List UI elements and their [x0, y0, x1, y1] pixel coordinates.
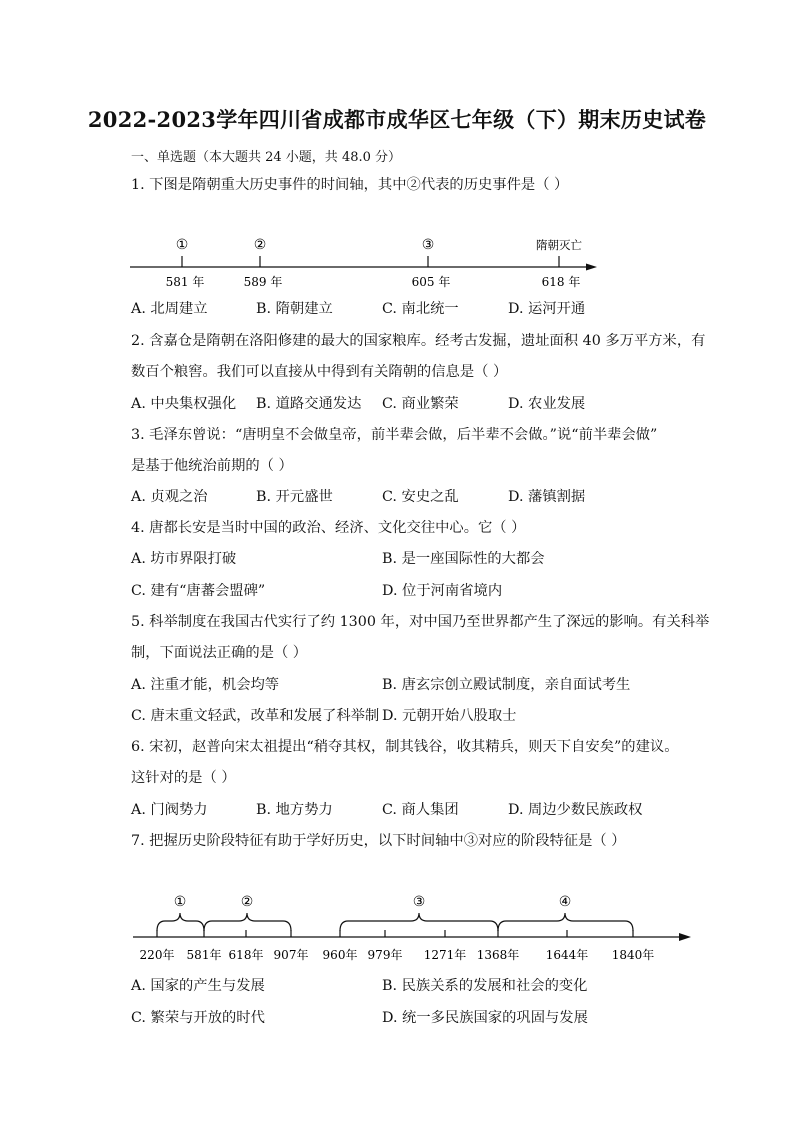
question-5-stem-line-1: 5. 科举制度在我国古代实行了约 1300 年，对中国乃至世界都产生了深远的影响。有关科举 [131, 614, 710, 630]
q1-option-d[interactable]: D. 运河开通 [508, 301, 586, 317]
timeline-year: 960年 [322, 948, 358, 962]
question-7-stem: 7. 把握历史阶段特征有助于学好历史，以下时间轴中③对应的阶段特征是（ ） [131, 833, 626, 849]
question-2-stem-line-1: 2. 含嘉仓是隋朝在洛阳修建的最大的国家粮库。经考古发掘，遗址面积 40 多万平方米，有 [131, 333, 706, 349]
q4-option-a[interactable]: A. 坊市界限打破 [131, 551, 237, 567]
brace-1 [157, 913, 204, 931]
q5-option-d[interactable]: D. 元朝开始八股取士 [382, 708, 517, 724]
q6-option-b[interactable]: B. 地方势力 [256, 802, 333, 818]
timeline-year-2: 589 年 [243, 275, 283, 289]
q1-option-b[interactable]: B. 隋朝建立 [256, 301, 333, 317]
timeline-year-3: 605 年 [411, 275, 451, 289]
question-3-stem-line-1: 3. 毛泽东曾说：“唐明皇不会做皇帝，前半辈会做，后半辈不会做。”说“前半辈会做” [131, 427, 658, 443]
q6-option-d[interactable]: D. 周边少数民族政权 [508, 802, 643, 818]
q2-option-b[interactable]: B. 道路交通发达 [256, 396, 362, 412]
q7-timeline [125, 888, 700, 968]
q4-option-d[interactable]: D. 位于河南省境内 [382, 583, 503, 599]
timeline-year: 907年 [273, 948, 309, 962]
timeline-marker-3: ③ [412, 894, 426, 910]
timeline-year: 581年 [186, 948, 222, 962]
brace-4 [498, 913, 633, 931]
q3-option-b[interactable]: B. 开元盛世 [256, 489, 333, 505]
exam-title: 2022-2023学年四川省成都市成华区七年级（下）期末历史试卷 [87, 107, 707, 132]
question-4-stem: 4. 唐都长安是当时中国的政治、经济、文化交往中心。它（ ） [131, 520, 526, 536]
question-2-stem-line-2: 数百个粮窖。我们可以直接从中得到有关隋朝的信息是（ ） [131, 364, 508, 380]
timeline-year: 1840年 [611, 948, 655, 962]
timeline-year: 1644年 [545, 948, 589, 962]
timeline-marker-3: ③ [421, 237, 435, 253]
timeline-year-1: 581 年 [165, 275, 205, 289]
q7-option-c[interactable]: C. 繁荣与开放的时代 [131, 1010, 265, 1026]
timeline-year: 618年 [228, 948, 264, 962]
q4-option-b[interactable]: B. 是一座国际性的大都会 [382, 551, 545, 567]
brace-2 [204, 913, 291, 931]
q6-option-a[interactable]: A. 门阀势力 [131, 802, 208, 818]
timeline-arrow [586, 264, 597, 271]
q5-option-b[interactable]: B. 唐玄宗创立殿试制度，亲自面试考生 [382, 677, 631, 693]
q7-option-d[interactable]: D. 统一多民族国家的巩固与发展 [382, 1010, 588, 1026]
question-6-stem-line-1: 6. 宋初，赵普向宋太祖提出“稍夺其权，制其钱谷，收其精兵，则天下自安矣”的建议。 [131, 739, 679, 755]
q1-option-a[interactable]: A. 北周建立 [131, 301, 208, 317]
brace-3 [340, 913, 498, 931]
q5-option-a[interactable]: A. 注重才能，机会均等 [131, 677, 280, 693]
q6-option-c[interactable]: C. 商人集团 [382, 802, 459, 818]
question-6-stem-line-2: 这针对的是（ ） [131, 770, 236, 786]
timeline-arrow [679, 933, 691, 941]
q4-option-c[interactable]: C. 建有“唐蕃会盟碑” [131, 583, 266, 599]
timeline-marker-4: 隋朝灭亡 [536, 238, 582, 252]
timeline-marker-2: ② [253, 237, 267, 253]
timeline-year: 1368年 [476, 948, 520, 962]
q7-option-a[interactable]: A. 国家的产生与发展 [131, 978, 265, 994]
q1-timeline [125, 230, 605, 292]
question-3-stem-line-2: 是基于他统治前期的（ ） [131, 458, 293, 474]
question-1-stem: 1. 下图是隋朝重大历史事件的时间轴，其中②代表的历史事件是（ ） [131, 177, 569, 193]
q3-option-d[interactable]: D. 藩镇割据 [508, 489, 586, 505]
q1-option-c[interactable]: C. 南北统一 [382, 301, 459, 317]
timeline-marker-1: ① [173, 894, 187, 910]
timeline-year: 1271年 [423, 948, 467, 962]
q5-option-c[interactable]: C. 唐末重文轻武，改革和发展了科举制 [131, 708, 380, 724]
q2-option-a[interactable]: A. 中央集权强化 [131, 396, 237, 412]
q2-option-c[interactable]: C. 商业繁荣 [382, 396, 459, 412]
q2-option-d[interactable]: D. 农业发展 [508, 396, 586, 412]
timeline-year-4: 618 年 [541, 275, 581, 289]
q3-option-a[interactable]: A. 贞观之治 [131, 489, 208, 505]
timeline-year: 979年 [367, 948, 403, 962]
q7-option-b[interactable]: B. 民族关系的发展和社会的变化 [382, 978, 588, 994]
timeline-marker-2: ② [240, 894, 254, 910]
timeline-marker-1: ① [175, 237, 189, 253]
section-heading: 一、单选题（本大题共 24 小题，共 48.0 分） [131, 150, 402, 165]
question-5-stem-line-2: 制，下面说法正确的是（ ） [131, 645, 308, 661]
timeline-year: 220年 [139, 948, 175, 962]
timeline-marker-4: ④ [558, 894, 572, 910]
q3-option-c[interactable]: C. 安史之乱 [382, 489, 459, 505]
